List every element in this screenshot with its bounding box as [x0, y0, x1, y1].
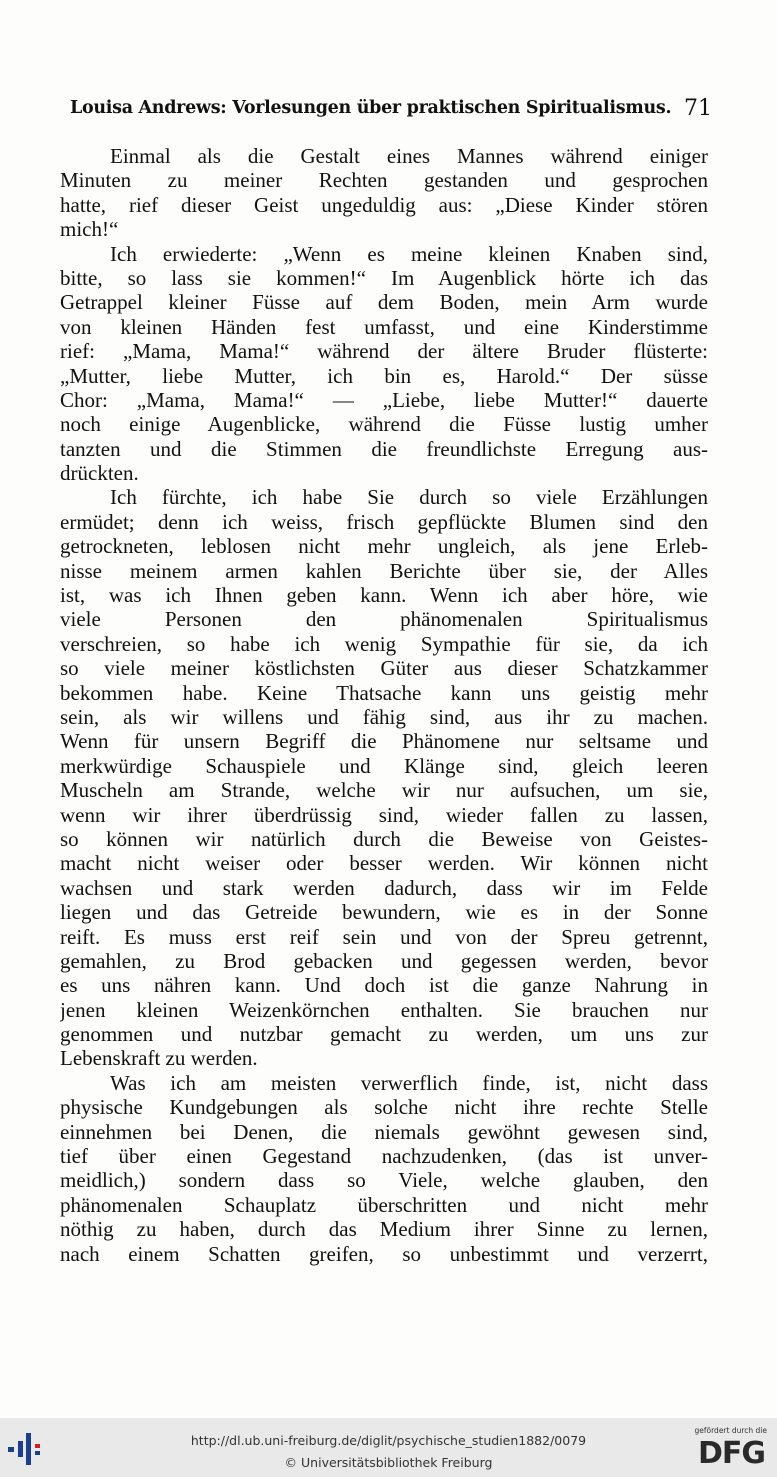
- text-line: einnehmen bei Denen, die niemals gewöhnt gewesen sind,: [60, 1119, 708, 1144]
- text-line: mich!“: [60, 217, 119, 242]
- source-url[interactable]: http://dl.ub.uni-freiburg.de/diglit/psychische_studien1882/0079: [190, 1433, 587, 1448]
- text-line: Wenn für unsern Begriff die Phänomene nur seltsame und: [60, 729, 708, 754]
- copyright-text: © Universitätsbibliothek Freiburg: [284, 1455, 493, 1470]
- text-line: tanzten und die Stimmen die freundlichste Erregung aus-: [60, 436, 708, 461]
- text-line: so viele meiner köstlichsten Güter aus dieser Schatzkammer: [60, 656, 708, 681]
- text-line: es uns nähren kann. Und doch ist die ganze Nahrung in: [60, 973, 708, 998]
- text-line: ist, was ich Ihnen geben kann. Wenn ich aber höre, wie: [60, 583, 708, 608]
- page-number: 71: [684, 96, 712, 121]
- text-line: hatte, rief dieser Geist ungeduldig aus: „Diese Kinder stören: [60, 192, 708, 217]
- dfg-note: gefördert durch die: [694, 1426, 767, 1435]
- text-line: Lebenskraft zu werden.: [60, 1046, 258, 1071]
- text-line: „Mutter, liebe Mutter, ich bin es, Harold.“ Der süsse: [60, 363, 708, 388]
- text-line: nöthig zu haben, durch das Medium ihrer Sinne zu lernen,: [60, 1217, 708, 1242]
- text-line: tief über einen Gegestand nachzudenken, (das ist unver-: [60, 1144, 708, 1169]
- text-line: so können wir natürlich durch die Beweise von Geistes-: [60, 826, 708, 851]
- running-header: [70, 96, 712, 124]
- text-line: merkwürdige Schauspiele und Klänge sind, gleich leeren: [60, 753, 708, 778]
- text-line: Muscheln am Strande, welche wir nur aufsuchen, um sie,: [60, 778, 708, 803]
- text-line: viele Personen den phänomenalen Spiritualismus: [60, 607, 708, 632]
- text-line: wenn wir ihrer überdrüssig sind, wieder fallen zu lassen,: [60, 802, 708, 827]
- text-line: nach einem Schatten greifen, so unbestimmt und verzerrt,: [60, 1241, 708, 1266]
- text-line: physische Kundgebungen als solche nicht ihre rechte Stelle: [60, 1095, 708, 1120]
- dfg-logo: DFG: [697, 1436, 765, 1471]
- text-line: Einmal als die Gestalt eines Mannes während einiger: [110, 144, 708, 168]
- text-line: von kleinen Händen fest umfasst, und eine Kinderstimme: [60, 314, 708, 339]
- text-line: noch einige Augenblicke, während die Füsse lustig umher: [60, 412, 708, 437]
- text-line: phänomenalen Schauplatz überschritten und nicht mehr: [60, 1192, 708, 1217]
- text-line: bekommen habe. Keine Thatsache kann uns geistig mehr: [60, 680, 708, 705]
- text-line: Was ich am meisten verwerflich finde, ist, nicht dass: [110, 1070, 708, 1095]
- text-line: verschreien, so habe ich wenig Sympathie für sie, da ich: [60, 631, 708, 656]
- body-text: [60, 144, 708, 1266]
- text-line: meidlich,) sondern dass so Viele, welche glauben, den: [60, 1168, 708, 1193]
- text-line: nisse meinem armen kahlen Berichte über sie, der Alles: [60, 558, 708, 583]
- text-line: Chor: „Mama, Mama!“ — „Liebe, liebe Mutter!“ dauerte: [60, 387, 708, 412]
- text-line: gemahlen, zu Brod gebacken und gegessen werden, bevor: [60, 948, 708, 973]
- text-line: reift. Es muss erst reif sein und von der Spreu getrennt,: [60, 924, 708, 949]
- text-line: rief: „Mama, Mama!“ während der ältere Bruder flüsterte:: [60, 339, 708, 364]
- text-line: Ich fürchte, ich habe Sie durch so viele Erzählungen: [110, 485, 708, 510]
- text-line: ermüdet; denn ich weiss, frisch gepflückte Blumen sind den: [60, 509, 708, 534]
- text-line: jenen kleinen Weizenkörnchen enthalten. Sie brauchen nur: [60, 997, 708, 1022]
- text-line: genommen und nutzbar gemacht zu werden, um uns zur: [60, 1022, 708, 1047]
- text-line: Minuten zu meiner Rechten gestanden und gesprochen: [60, 168, 708, 193]
- text-line: wachsen und stark werden dadurch, dass wir im Felde: [60, 875, 708, 900]
- text-line: drückten.: [60, 461, 139, 486]
- text-line: getrockneten, leblosen nicht mehr ungleich, als jene Erleb-: [60, 534, 708, 559]
- text-line: Getrappel kleiner Füsse auf dem Boden, mein Arm wurde: [60, 290, 708, 315]
- running-title: Louisa Andrews: Vorlesungen über praktischen Spiritualismus.: [70, 98, 672, 118]
- text-line: sein, als wir willens und fähig sind, aus ihr zu machen.: [60, 704, 708, 729]
- text-line: liegen und das Getreide bewundern, wie es in der Sonne: [60, 900, 708, 925]
- footer-bar: [0, 1418, 777, 1477]
- text-line: Ich erwiederte: „Wenn es meine kleinen Knaben sind,: [110, 241, 708, 266]
- text-line: macht nicht weiser oder besser werden. Wir können nicht: [60, 851, 708, 876]
- text-line: bitte, so lass sie kommen!“ Im Augenblick hörte ich das: [60, 265, 708, 290]
